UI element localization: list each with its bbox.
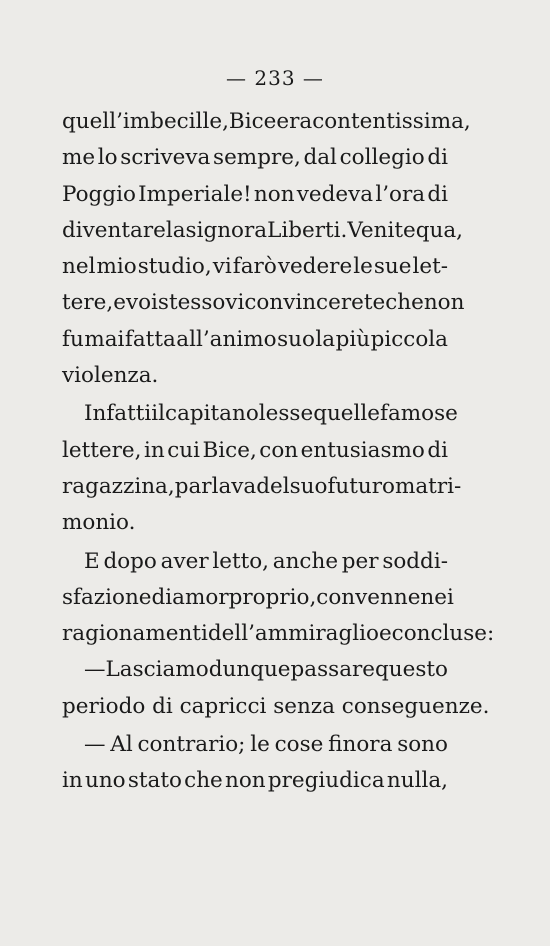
- text-line: monio.: [62, 510, 136, 536]
- paragraph-2: [62, 396, 462, 541]
- text-line: sfazione di amor proprio, convenne nei: [62, 584, 454, 610]
- text-line: lettere, in cui Bice, con entusiasmo di: [62, 437, 448, 463]
- text-line: Poggio Imperiale! non vedeva l’ora di: [62, 181, 448, 207]
- text-line: — Al contrario; le cose finora sono: [84, 732, 448, 758]
- text-line: diventare la signora Liberti. Venite qua,: [62, 217, 464, 243]
- text-line: in uno stato che non pregiudica nulla,: [62, 768, 448, 794]
- text-line: Infatti il capitano lesse quelle famose: [84, 401, 458, 427]
- text-line: ragionamenti dell’ammiraglio e concluse:: [62, 621, 495, 647]
- paragraph-4: [62, 652, 490, 725]
- text-line: violenza.: [62, 363, 159, 389]
- paragraph-1: [62, 104, 471, 394]
- text-line: ragazzina, parlava del suo futuro matri-: [62, 473, 462, 499]
- text-line: nel mio studio, vi farò vedere le sue let-: [62, 254, 448, 280]
- page-number: — 233 —: [226, 66, 324, 90]
- body-text: [62, 104, 495, 800]
- paragraph-3: [62, 544, 495, 653]
- text-line: — Lasciamo dunque passare questo: [84, 657, 448, 683]
- text-line: quell’imbecille, Bice era contentissima,: [62, 109, 471, 134]
- text-line: tere, e voi stesso vi convincerete che non: [62, 290, 465, 316]
- paragraph-5: [62, 727, 448, 800]
- text-line: periodo di capricci senza conseguenze.: [62, 693, 490, 719]
- text-line: me lo scriveva sempre, dal collegio di: [62, 145, 448, 171]
- text-line: E dopo aver letto, anche per soddi-: [84, 548, 448, 574]
- text-line: fu mai fatta all’animo suo la più piccola: [62, 326, 448, 352]
